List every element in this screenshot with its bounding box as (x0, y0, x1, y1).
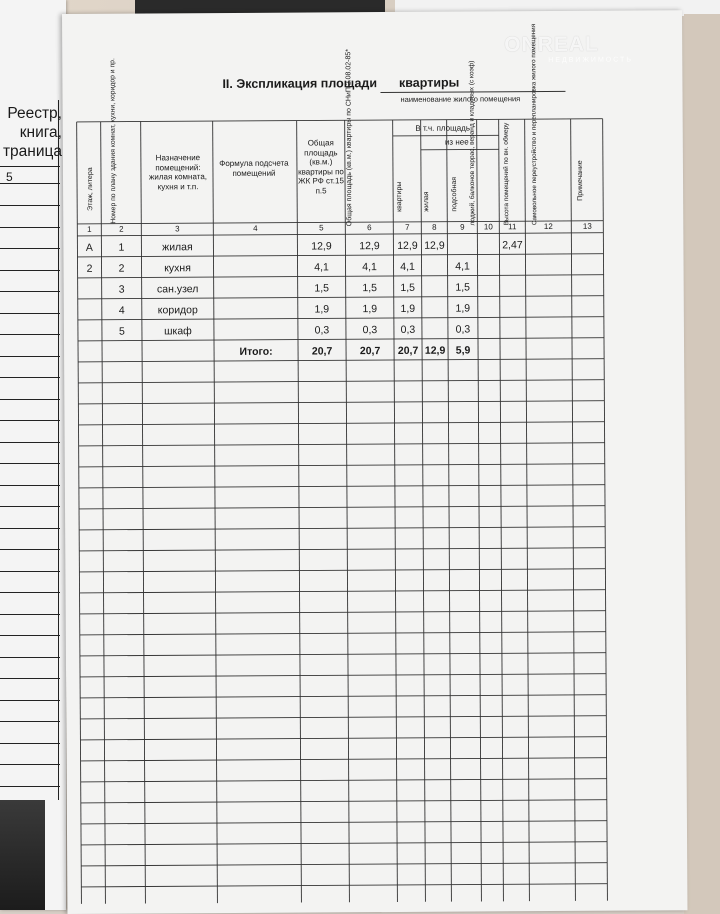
grid-line (78, 317, 604, 320)
register-row-line (0, 635, 60, 636)
table-cell: жилая (141, 241, 213, 253)
divider (0, 183, 60, 184)
header-subgroup: из нее (421, 137, 493, 147)
grid-line (77, 254, 603, 257)
register-page-number: 5 (6, 170, 13, 184)
explication-table-grid (62, 10, 687, 914)
grid-line (78, 401, 604, 404)
grid-line (79, 464, 605, 467)
table-cell: 4,1 (394, 261, 422, 273)
grid-line (81, 842, 607, 845)
register-row-line (0, 549, 60, 550)
desk-right (684, 14, 720, 914)
grid-line (81, 863, 607, 866)
grid-line (81, 779, 607, 782)
title-prefix: II. Экспликация площади (222, 76, 377, 91)
header-height: Высота помещений по вн. обмеру (503, 123, 512, 226)
column-number: 2 (101, 225, 141, 234)
table-cell: 4,1 (298, 261, 346, 273)
column-number: 12 (525, 222, 571, 231)
dark-object (0, 800, 45, 910)
table-cell: 12,9 (345, 240, 393, 252)
header-total-area-snip: Общая площадь (кв.м.) квартиры по СНиП 2.08.02-85* (345, 49, 354, 226)
register-label: Реестр, книга, траница (0, 104, 62, 161)
grid-line (81, 821, 607, 824)
grid-line (101, 122, 106, 904)
table-cell: коридор (142, 304, 214, 316)
table-cell: 12,9 (422, 345, 448, 357)
table-cell: 1 (101, 242, 141, 254)
grid-line (80, 653, 606, 656)
grid-line (78, 275, 604, 278)
table-cell: кухня (142, 262, 214, 274)
header-living: жилая (423, 191, 431, 211)
table-cell: сан.узел (142, 283, 214, 295)
grid-line (571, 119, 576, 901)
table-cell: 0,3 (394, 324, 422, 336)
register-row-line (0, 463, 60, 464)
header-total-area-lc: Общая площадь (кв.м.) квартиры по ЖК РФ ст.15 п.5 (297, 138, 345, 195)
header-redevelopment: Самовольное переустройство и перепланировка жилого помещения (530, 24, 539, 225)
column-number: 8 (421, 223, 447, 232)
document-page (62, 10, 687, 914)
table-cell: 1,9 (448, 302, 478, 314)
grid-line (77, 122, 82, 904)
register-row-line (0, 786, 60, 787)
grid-line (81, 800, 607, 803)
register-row-line (0, 743, 60, 744)
header-room-number: Номер по плану здания комнат, кухни, коридор и пр. (109, 58, 118, 224)
watermark-subtitle: НЕДВИЖИМОСТЬ (548, 57, 633, 65)
column-number: 11 (499, 222, 525, 231)
grid-line (81, 884, 607, 887)
table-cell: 0,3 (448, 323, 478, 335)
register-row-line (0, 506, 60, 507)
table-cell: 5,9 (448, 344, 478, 356)
register-row-line (0, 700, 60, 701)
table-cell: 20,7 (298, 345, 346, 357)
register-row-line (0, 334, 60, 335)
grid-line (80, 695, 606, 698)
table-cell: 2,47 (499, 239, 525, 251)
grid-line (78, 359, 604, 362)
column-number: 6 (345, 223, 393, 232)
table-cell: 4,1 (346, 261, 394, 273)
grid-line (79, 527, 605, 530)
register-row-line (0, 291, 60, 292)
table-cell: 12,9 (393, 240, 421, 252)
grid-line (79, 485, 605, 488)
table-cell: 0,3 (346, 324, 394, 336)
column-number: 1 (77, 225, 101, 234)
grid-line (141, 122, 146, 904)
grid-line (78, 380, 604, 383)
column-number: 9 (447, 222, 477, 231)
grid-line (80, 674, 606, 677)
grid-line (79, 548, 605, 551)
table-cell: 1,5 (346, 282, 394, 294)
column-number: 5 (297, 223, 345, 232)
grid-line (79, 569, 605, 572)
header-balconies: лоджий, балконов террас, веранд и кладовых (с коэф) (468, 61, 477, 226)
register-row-line (0, 248, 60, 249)
grid-line (477, 119, 482, 901)
table-cell: 1,5 (448, 281, 478, 293)
table-cell: 12,9 (421, 240, 447, 252)
register-row-line (0, 657, 60, 658)
register-row-line (0, 442, 60, 443)
header-auxiliary: подсобная (451, 177, 459, 212)
table-cell: 1,5 (298, 282, 346, 294)
column-number: 4 (213, 224, 297, 234)
grid-line (499, 119, 504, 901)
watermark-logo: ONREAL (504, 33, 599, 58)
header-floor: Этаж, литера (87, 167, 95, 210)
register-row-line (0, 227, 60, 228)
register-row-line (0, 614, 60, 615)
register-row-line (0, 420, 60, 421)
grid-line (80, 716, 606, 719)
left-register-sheet (0, 0, 66, 910)
register-row-line (0, 313, 60, 314)
grid-line (80, 737, 606, 740)
table-cell: 1,5 (394, 282, 422, 294)
table-cell: 1,9 (298, 303, 346, 315)
divider (58, 100, 59, 800)
register-row-line (0, 528, 60, 529)
grid-line (393, 120, 398, 902)
grid-line (525, 119, 530, 901)
table-cell: 2 (102, 263, 142, 275)
grid-line (80, 632, 606, 635)
table-cell: 4,1 (448, 260, 478, 272)
grid-line (79, 422, 605, 425)
register-row-line (0, 678, 60, 679)
table-cell: Итого: (214, 346, 298, 359)
column-number: 10 (477, 222, 499, 231)
register-row-line (0, 356, 60, 357)
grid-line (447, 120, 452, 902)
register-row-line (0, 270, 60, 271)
table-cell: 0,3 (298, 324, 346, 336)
register-row-line (0, 399, 60, 400)
table-cell: шкаф (142, 325, 214, 337)
header-group: В т.ч. площадь (393, 123, 493, 133)
table-cell: А (77, 242, 101, 254)
table-cell: 1,9 (394, 303, 422, 315)
register-row-line (0, 764, 60, 765)
register-row-line (0, 485, 60, 486)
grid-line (81, 758, 607, 761)
table-cell: 4 (102, 305, 142, 317)
grid-line (345, 120, 350, 902)
column-number: 7 (393, 223, 421, 232)
column-number: 3 (141, 224, 213, 233)
table-cell: 5 (102, 326, 142, 338)
column-number: 13 (571, 222, 603, 231)
grid-line (80, 611, 606, 614)
table-cell: 1,9 (346, 303, 394, 315)
grid-line (393, 135, 499, 136)
grid-line (421, 120, 426, 902)
grid-line (79, 443, 605, 446)
table-cell: 3 (102, 284, 142, 296)
register-row-line (0, 377, 60, 378)
table-cell: 2 (78, 263, 102, 275)
grid-line (80, 590, 606, 593)
register-row-line (0, 571, 60, 572)
grid-line (77, 119, 603, 122)
table-cell: 20,7 (346, 345, 394, 357)
table-cell: 20,7 (394, 345, 422, 357)
grid-line (79, 506, 605, 509)
register-row-line (0, 205, 60, 206)
grid-line (78, 338, 604, 341)
grid-line (603, 119, 608, 901)
header-apartment: квартиры (396, 182, 404, 212)
grid-line (297, 121, 302, 903)
register-row-line (0, 721, 60, 722)
header-note: Примечание (577, 160, 585, 201)
grid-line (213, 121, 218, 903)
grid-line (78, 296, 604, 299)
header-formula: Формула подсчета помещений (213, 159, 295, 179)
register-row-line (0, 592, 60, 593)
divider (0, 166, 60, 167)
title-caption: наименование жилого помещения (401, 94, 521, 104)
table-cell: 12,9 (297, 240, 345, 252)
header-purpose: Назначение помещений: жилая комната, кухня и т.п. (143, 153, 213, 191)
title-value: квартиры (399, 76, 459, 90)
